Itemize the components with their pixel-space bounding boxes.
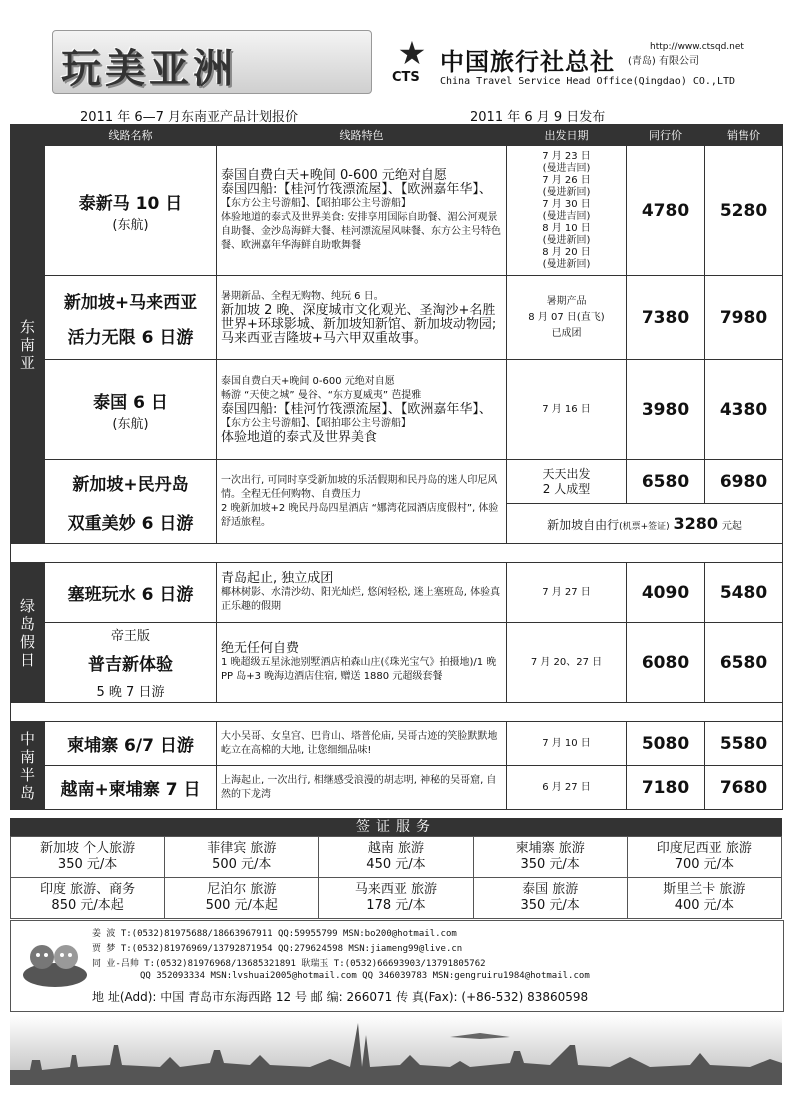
route-features: 绝无任何自费 1 晚超级五星泳池别墅酒店柏森山庄(《珠光宝气》拍摄地)/1 晚 PP 岛+3 晚海边酒店住宿, 赠送 1880 元超级套餐 [217, 623, 507, 703]
table-row [11, 722, 783, 766]
sale-price: 7680 [705, 766, 783, 810]
visa-item: 柬埔寨 旅游 350 元/本 [473, 837, 627, 878]
route-name: 柬埔寨 6/7 日游 [45, 722, 217, 766]
cts-star-icon: ★ [397, 34, 427, 72]
free-travel-offer: 新加坡自由行(机票+签证) 3280 元起 [507, 504, 783, 544]
departure-dates: 7 月 16 日 [507, 360, 627, 460]
company-name-en: China Travel Service Head Office(Qingdao) CO.,LTD [440, 76, 736, 87]
sale-price: 7980 [705, 276, 783, 360]
visa-item: 斯里兰卡 旅游 400 元/本 [627, 878, 781, 919]
departure-dates: 7 月 20、27 日 [507, 623, 627, 703]
section-gap [11, 703, 783, 722]
sale-price: 6980 [705, 460, 783, 504]
sale-price: 5280 [705, 146, 783, 276]
city-skyline-image [10, 1015, 782, 1085]
route-features: 暑期新品、全程无购物、纯玩 6 日。 新加坡 2 晚、深度城市文化观光、圣淘沙+名胜世界+环球影城、新加坡知新馆、新加坡动物园; 马来西亚吉隆坡+马六甲双重故事。 [217, 276, 507, 360]
visa-item: 印度尼西亚 旅游 700 元/本 [627, 837, 781, 878]
route-features: 泰国自费白天+晚间 0-600 元绝对自愿 畅游 “天使之城” 曼谷、“东方夏威夷” 芭提雅 泰国四船:【桂河竹筏漂流屋】、【欧洲嘉年华】、 【东方公主号游船】、【昭拍耶公主号游船】 体验地道的泰式及世界美食 [217, 360, 507, 460]
price-table [10, 124, 783, 810]
table-row [11, 360, 783, 460]
route-name: 越南+柬埔寨 7 日 [45, 766, 217, 810]
region-label-char: 绿 [19, 596, 35, 615]
departure-dates: 天天出发 2 人成型 [507, 460, 627, 504]
section-gap [11, 544, 783, 563]
header-peer-price: 同行价 [627, 125, 705, 146]
visa-item: 尼泊尔 旅游 500 元/本起 [165, 878, 319, 919]
quote-title: 2011 年 6—7 月东南亚产品计划报价 [80, 110, 299, 125]
region-label [11, 722, 45, 810]
visa-item: 泰国 旅游 350 元/本 [473, 878, 627, 919]
region-label [11, 146, 45, 544]
visa-item: 印度 旅游、商务 850 元/本起 [11, 878, 165, 919]
table-row [11, 146, 783, 276]
sale-price: 6580 [705, 623, 783, 703]
visa-table [10, 836, 782, 919]
table-row [11, 276, 783, 360]
sale-price: 5480 [705, 563, 783, 623]
issue-date: 2011 年 6 月 9 日发布 [470, 110, 606, 125]
route-features: 青岛起止, 独立成团 椰林树影、水清沙幼、阳光灿烂, 悠闲轻松, 迷上塞班岛, 体验真正乐趣的假期 [217, 563, 507, 623]
visa-item: 菲律宾 旅游 500 元/本 [165, 837, 319, 878]
sale-price: 5580 [705, 722, 783, 766]
departure-dates: 7 月 10 日 [507, 722, 627, 766]
region-label-char: 亚 [19, 353, 35, 372]
peer-price: 4780 [627, 146, 705, 276]
company-suffix: (青岛) 有限公司 [628, 56, 699, 67]
peer-price: 6080 [627, 623, 705, 703]
contact-line: 姜 波 T:(0532)81975688/18663967911 QQ:59955799 MSN:bo200@hotmail.com [92, 929, 457, 939]
route-name: 泰国 6 日 (东航) [45, 360, 217, 460]
departure-dates: 6 月 27 日 [507, 766, 627, 810]
region-label-char: 东 [19, 317, 35, 336]
address-line: 地 址(Add): 中国 青岛市东海西路 12 号 邮 编: 266071 传 真(Fax): (+86-532) 83860598 [92, 990, 589, 1004]
header-date: 出发日期 [507, 125, 627, 146]
header-blank [11, 125, 45, 146]
peer-price: 7380 [627, 276, 705, 360]
brand-logo: 玩美亚洲 [52, 30, 372, 94]
route-features: 一次出行, 可同时享受新加坡的乐活假期和民丹岛的迷人印尼风情。全程无任何购物、自费压力 2 晚新加坡+2 晚民丹岛四星酒店 “娜湾花园酒店度假村”, 体验舒适旅程。 [217, 460, 507, 544]
table-row [11, 766, 783, 810]
header-route: 线路名称 [45, 125, 217, 146]
departure-dates: 7 月 27 日 [507, 563, 627, 623]
route-name: 泰新马 10 日 (东航) [45, 146, 217, 276]
region-label-char: 南 [19, 335, 35, 354]
visa-title: 签证服务 [10, 818, 782, 836]
visa-item: 新加坡 个人旅游 350 元/本 [11, 837, 165, 878]
route-name: 塞班玩水 6 日游 [45, 563, 217, 623]
mascot-icon [20, 935, 90, 990]
header-sale-price: 销售价 [705, 125, 783, 146]
table-row [11, 460, 783, 504]
company-name-cn: 中国旅行社总社 [440, 47, 615, 76]
region-label-char: 中 [19, 729, 35, 748]
region-label-char: 半 [19, 765, 35, 784]
visa-item: 越南 旅游 450 元/本 [319, 837, 473, 878]
company-url[interactable]: http://www.ctsqd.net [650, 42, 744, 52]
route-features: 泰国自费白天+晚间 0-600 元绝对自愿 泰国四船:【桂河竹筏漂流屋】、【欧洲嘉年华】、 【东方公主号游船】、【昭拍耶公主号游船】 体验地道的泰式及世界美食: 安排享用国际自助餐、湄公河观景自助餐、金沙岛海鲜大餐、桂河漂流屋风味餐、东方公主号特色餐、欧洲嘉年华海鲜自助歌舞餐 [217, 146, 507, 276]
table-row [11, 623, 783, 703]
departure-dates: 暑期产品 8 月 07 日(直飞) 已成团 [507, 276, 627, 360]
table-row [11, 563, 783, 623]
contact-line: 同 业-吕帅 T:(0532)81976968/13685321891 耿瑞玉 T:(0532)66693903/13791805762 [92, 959, 486, 969]
region-label-char: 假 [19, 632, 35, 651]
peer-price: 6580 [627, 460, 705, 504]
region-label-char: 日 [19, 650, 35, 669]
region-label [11, 563, 45, 703]
route-features: 上海起止, 一次出行, 相继感受浪漫的胡志明, 神秘的吴哥窟, 自然的下龙湾 [217, 766, 507, 810]
sale-price: 4380 [705, 360, 783, 460]
peer-price: 3980 [627, 360, 705, 460]
visa-item: 马来西亚 旅游 178 元/本 [319, 878, 473, 919]
route-features: 大小吴哥、女皇宫、巴肯山、塔普伦庙, 吴哥古迹的笑脸默默地屹立在高棉的大地, 让您细细品味! [217, 722, 507, 766]
header-features: 线路特色 [217, 125, 507, 146]
departure-dates: 7 月 23 日 (曼进吉回) 7 月 26 日 (曼进新回) 7 月 30 日 (曼进吉回) 8 月 10 日 (曼进新回) 8 月 20 日 (曼进新回) [507, 146, 627, 276]
region-label-char: 岛 [19, 614, 35, 633]
region-label-char: 南 [19, 747, 35, 766]
region-label-char: 岛 [19, 783, 35, 802]
peer-price: 5080 [627, 722, 705, 766]
peer-price: 4090 [627, 563, 705, 623]
cts-mark: CTS [392, 70, 420, 85]
route-name: 新加坡+民丹岛 双重美妙 6 日游 [45, 460, 217, 544]
contact-line: QQ 352093334 MSN:lvshuai2005@hotmail.com QQ 346039783 MSN:gengruiru1984@hotmail.com [140, 971, 590, 981]
route-name: 帝王版 普吉新体验 5 晚 7 日游 [45, 623, 217, 703]
peer-price: 7180 [627, 766, 705, 810]
contact-line: 贾 梦 T:(0532)81976969/13792871954 QQ:279624598 MSN:jiameng99@live.cn [92, 944, 463, 954]
route-name: 新加坡+马来西亚 活力无限 6 日游 [45, 276, 217, 360]
